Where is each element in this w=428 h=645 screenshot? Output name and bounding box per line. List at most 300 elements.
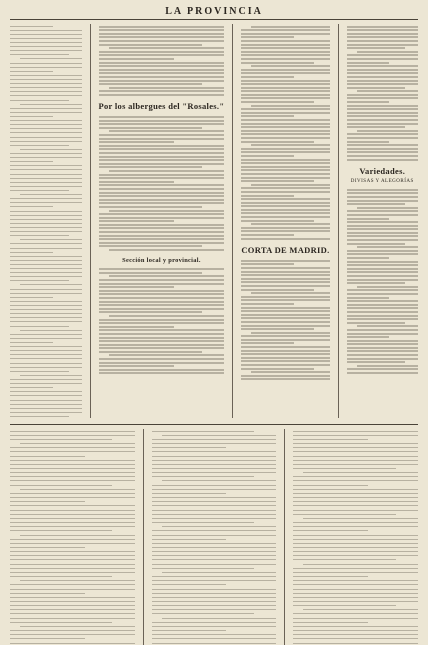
text-line: [10, 497, 135, 498]
text-line: [10, 75, 82, 76]
text-line: [241, 187, 329, 189]
text-line: [10, 137, 82, 138]
text-line: [99, 90, 225, 92]
text-line: [10, 190, 69, 191]
text-line: [241, 357, 329, 359]
text-line: [10, 313, 82, 314]
text-line: [152, 456, 277, 457]
column-rule: [284, 429, 285, 645]
text-line: [293, 580, 418, 581]
text-line: [152, 564, 277, 565]
text-line: [347, 192, 419, 194]
text-line: [293, 572, 418, 573]
text-line: [99, 272, 202, 274]
text-line: [10, 91, 82, 92]
lower-column-2: [152, 429, 277, 645]
text-line: [293, 526, 418, 527]
text-line: [162, 618, 277, 619]
column-rule: [143, 429, 144, 645]
text-line: [10, 363, 82, 364]
text-line: [241, 289, 313, 291]
text-line: [293, 559, 395, 560]
text-line: [10, 26, 53, 27]
text-line: [10, 539, 135, 540]
text-line: [99, 44, 202, 46]
text-line: [293, 618, 418, 619]
text-line: [293, 439, 368, 440]
text-line: [10, 272, 82, 273]
text-line: [99, 351, 202, 353]
text-line: [303, 518, 418, 519]
text-line: [10, 305, 82, 306]
text-line: [241, 278, 329, 280]
text-line: [20, 104, 82, 105]
text-line: [99, 333, 225, 335]
text-line: [357, 130, 419, 132]
text-line: [10, 153, 82, 154]
text-line: [10, 50, 82, 51]
text-line: [152, 451, 277, 452]
text-line: [10, 186, 82, 187]
text-line: [10, 252, 53, 253]
text-line: [152, 443, 277, 444]
text-line: [347, 228, 419, 230]
text-line: [10, 485, 112, 486]
text-line: [10, 493, 135, 494]
text-line: [99, 159, 225, 161]
text-line: [99, 337, 225, 339]
text-line: [20, 330, 82, 331]
text-line: [20, 194, 82, 195]
upper-column-1: [10, 24, 82, 418]
text-line: [10, 46, 82, 47]
text-line: [347, 354, 419, 356]
text-line: [109, 275, 225, 277]
text-line: [347, 87, 406, 89]
text-line: [347, 279, 419, 281]
text-line: [347, 148, 419, 150]
text-line: [109, 87, 225, 89]
text-line: [241, 281, 329, 283]
text-line: [347, 137, 419, 139]
text-line: [10, 576, 112, 577]
text-line: [293, 514, 395, 515]
text-line: [10, 404, 82, 405]
text-line: [10, 141, 82, 142]
text-line: [347, 72, 419, 74]
text-line: [10, 589, 135, 590]
text-line: [10, 321, 82, 322]
text-line: [293, 555, 418, 556]
text-line: [10, 276, 82, 277]
text-line: [99, 365, 175, 367]
text-line: [347, 350, 419, 352]
text-line: [347, 133, 419, 135]
text-line: [293, 568, 418, 569]
text-line: [241, 29, 329, 31]
text-line: [10, 169, 82, 170]
upper-column-4: [347, 24, 419, 418]
text-line: [10, 638, 85, 639]
text-line: [99, 227, 225, 229]
text-line: [293, 431, 418, 432]
text-line: [10, 518, 135, 519]
text-line: [241, 119, 329, 121]
text-line: [10, 83, 82, 84]
text-line: [99, 290, 225, 292]
text-line: [293, 456, 418, 457]
text-line: [99, 58, 175, 60]
text-line: [241, 216, 329, 218]
column-rule: [90, 24, 91, 418]
text-line: [347, 225, 419, 227]
text-line: [10, 223, 82, 224]
text-line: [293, 643, 418, 644]
text-line: [347, 275, 419, 277]
text-line: [152, 630, 227, 631]
text-line: [10, 630, 135, 631]
text-line: [10, 157, 82, 158]
text-line: [293, 435, 418, 436]
text-line: [152, 439, 277, 440]
section-divider: [10, 424, 418, 425]
text-line: [10, 178, 82, 179]
text-line: [347, 54, 419, 56]
masthead: [10, 6, 418, 20]
text-line: [99, 177, 225, 179]
text-line: [293, 584, 418, 585]
text-line: [152, 576, 277, 577]
text-line: [10, 79, 82, 80]
text-line: [99, 141, 175, 143]
text-line: [10, 622, 112, 623]
text-line: [10, 297, 53, 298]
text-line: [99, 283, 225, 285]
text-line: [152, 514, 277, 515]
text-line: [241, 303, 294, 305]
text-line: [10, 132, 82, 133]
text-line: [347, 232, 419, 234]
text-line: [347, 218, 390, 220]
text-line: [10, 342, 53, 343]
text-line: [152, 464, 277, 465]
text-line: [20, 149, 82, 150]
text-line: [10, 100, 69, 101]
text-line: [152, 634, 277, 635]
text-line: [152, 431, 254, 432]
text-line: [347, 203, 406, 205]
text-line: [10, 326, 69, 327]
text-line: [152, 493, 227, 494]
text-line: [10, 618, 135, 619]
text-line: [293, 576, 368, 577]
text-line: [10, 593, 85, 594]
text-line: [347, 311, 419, 313]
text-line: [152, 485, 277, 486]
text-line: [241, 141, 313, 143]
text-line: [10, 30, 82, 31]
text-line: [347, 29, 419, 31]
text-line: [241, 260, 329, 262]
text-line: [347, 144, 419, 146]
text-line: [99, 206, 202, 208]
text-line: [347, 126, 406, 128]
text-line: [20, 239, 82, 240]
text-line: [99, 166, 202, 168]
text-line: [10, 161, 53, 162]
text-line: [10, 317, 82, 318]
text-line: [99, 344, 225, 346]
text-line: [241, 325, 329, 327]
text-line: [241, 296, 329, 298]
text-line: [347, 253, 419, 255]
text-line: [293, 605, 395, 606]
text-line: [10, 124, 82, 125]
text-line: [99, 184, 225, 186]
text-line: [241, 238, 329, 240]
text-line: [241, 339, 329, 341]
text-line: [99, 65, 225, 67]
text-line: [10, 338, 82, 339]
text-line: [10, 235, 69, 236]
text-line: [162, 435, 277, 436]
text-line: [347, 189, 419, 191]
text-line: [241, 177, 329, 179]
text-line: [241, 51, 329, 53]
text-line: [99, 220, 175, 222]
text-line: [99, 238, 225, 240]
text-line: [152, 460, 277, 461]
text-line: [152, 597, 277, 598]
text-line: [347, 268, 419, 270]
text-line: [20, 375, 82, 376]
text-line: [251, 184, 329, 186]
text-line: [99, 213, 225, 215]
text-line: [10, 87, 82, 88]
text-line: [241, 40, 329, 42]
text-line: [241, 346, 329, 348]
text-line: [251, 105, 329, 107]
text-line: [347, 36, 419, 38]
text-line: [293, 460, 418, 461]
text-line: [241, 364, 329, 366]
text-line: [241, 130, 329, 132]
text-line: [152, 489, 277, 490]
text-line: [99, 217, 225, 219]
text-line: [347, 123, 419, 125]
text-line: [347, 151, 419, 153]
text-line: [241, 205, 329, 207]
text-line: [303, 564, 418, 565]
text-line: [347, 250, 419, 252]
text-line: [10, 460, 135, 461]
text-line: [10, 293, 82, 294]
text-line: [347, 340, 419, 342]
text-line: [357, 325, 419, 327]
text-line: [347, 101, 390, 103]
text-line: [152, 622, 277, 623]
text-line: [10, 231, 82, 232]
text-line: [10, 476, 135, 477]
text-line: [241, 342, 294, 344]
text-line: [152, 510, 277, 511]
text-line: [152, 543, 277, 544]
text-line: [99, 224, 225, 226]
text-line: [347, 62, 390, 64]
text-line: [152, 505, 277, 506]
text-line: [99, 127, 202, 129]
text-line: [293, 543, 418, 544]
text-line: [10, 464, 135, 465]
text-line: [241, 285, 329, 287]
text-line: [357, 365, 419, 367]
text-line: [10, 309, 82, 310]
text-line: [99, 83, 202, 85]
text-line: [10, 202, 82, 203]
text-line: [152, 472, 277, 473]
text-line: [10, 367, 82, 368]
lower-column-1: [10, 429, 135, 645]
text-line: [152, 580, 277, 581]
text-line: [99, 94, 225, 96]
text-line: [241, 321, 329, 323]
text-line: [293, 522, 418, 523]
text-line: [99, 235, 225, 237]
text-line: [347, 329, 419, 331]
text-line: [10, 264, 82, 265]
text-line: [241, 162, 329, 164]
text-line: [347, 307, 419, 309]
text-line: [99, 51, 225, 53]
text-line: [347, 293, 419, 295]
text-line: [347, 261, 419, 263]
text-line: [152, 589, 277, 590]
text-line: [241, 72, 329, 74]
text-line: [347, 214, 419, 216]
text-line: [152, 613, 254, 614]
text-line: [109, 47, 225, 49]
text-line: [99, 138, 225, 140]
text-line: [152, 476, 254, 477]
text-line: [241, 328, 313, 330]
text-line: [347, 69, 419, 71]
text-line: [347, 322, 406, 324]
text-line: [99, 322, 225, 324]
text-line: [10, 530, 112, 531]
text-line: [293, 485, 368, 486]
text-line: [241, 62, 313, 64]
text-line: [347, 155, 419, 157]
section-heading-corta: CORTA DE MADRID.: [241, 245, 330, 256]
text-line: [293, 589, 418, 590]
text-line: [10, 198, 82, 199]
text-line: [10, 354, 82, 355]
text-line: [347, 336, 390, 338]
text-line: [10, 289, 82, 290]
text-line: [99, 192, 225, 194]
text-line: [10, 643, 135, 644]
text-line: [10, 334, 82, 335]
text-line: [10, 38, 82, 39]
text-line: [293, 593, 418, 594]
text-line: [10, 634, 135, 635]
text-line: [99, 347, 225, 349]
text-line: [10, 555, 135, 556]
text-line: [241, 87, 329, 89]
text-line: [99, 372, 225, 374]
text-line: [10, 219, 82, 220]
text-line: [10, 439, 112, 440]
text-line: [241, 47, 329, 49]
section-subheading: DIVISAS Y ALEGORÍAS: [350, 179, 414, 185]
text-line: [99, 245, 202, 247]
text-line: [10, 408, 82, 409]
text-line: [152, 535, 277, 536]
text-line: [251, 144, 329, 146]
text-line: [10, 609, 135, 610]
text-line: [10, 371, 69, 372]
text-line: [99, 181, 175, 183]
text-line: [293, 539, 418, 540]
text-line: [10, 215, 82, 216]
text-line: [347, 76, 419, 78]
text-line: [293, 510, 418, 511]
text-line: [99, 231, 225, 233]
text-line: [10, 395, 82, 396]
text-line: [241, 335, 329, 337]
text-line: [10, 165, 82, 166]
text-line: [293, 451, 418, 452]
text-line: [241, 173, 329, 175]
text-line: [10, 505, 135, 506]
text-line: [99, 163, 225, 165]
text-line: [10, 379, 82, 380]
text-line: [152, 468, 277, 469]
text-line: [10, 547, 85, 548]
text-line: [10, 526, 135, 527]
text-line: [357, 207, 419, 209]
text-line: [152, 584, 227, 585]
text-line: [99, 80, 225, 82]
text-line: [152, 605, 277, 606]
text-line: [293, 613, 418, 614]
text-line: [99, 69, 225, 71]
text-line: [347, 83, 419, 85]
text-line: [10, 514, 135, 515]
text-line: [347, 318, 419, 320]
text-line: [152, 601, 277, 602]
text-line: [251, 292, 329, 294]
text-line: [241, 126, 329, 128]
text-line: [20, 58, 82, 59]
text-line: [99, 76, 225, 78]
text-line: [241, 195, 294, 197]
text-line: [293, 497, 418, 498]
text-line: [10, 468, 135, 469]
text-line: [241, 191, 329, 193]
text-line: [10, 256, 82, 257]
text-line: [10, 346, 82, 347]
text-line: [251, 65, 329, 67]
text-line: [152, 547, 277, 548]
text-line: [10, 387, 53, 388]
text-line: [10, 412, 82, 413]
text-line: [10, 95, 82, 96]
text-line: [293, 480, 418, 481]
text-line: [347, 159, 419, 161]
text-line: [109, 210, 225, 212]
text-line: [241, 83, 329, 85]
